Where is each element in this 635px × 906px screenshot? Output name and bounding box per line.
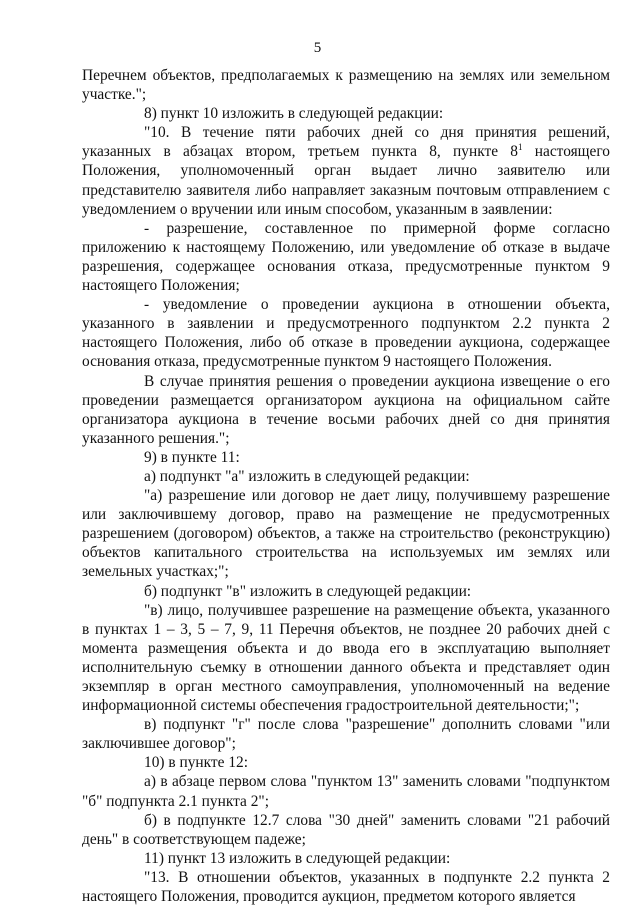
paragraph: В случае принятия решения о проведении аукциона извещение о его проведении размещается организатором аукциона на официальном сайте организатора аукциона в течение восьми рабочих дней со дня принятия указанного решения."; — [82, 372, 610, 447]
paragraph-text: "10. В течение пяти рабочих дней со дня принятия решений, указанных в абзацах втором, третьем пункта 8, пункте 8 — [82, 124, 610, 161]
paragraph-text: настоящего Положения, уполномоченный орган выдает лично заявителю или представителю заявителя либо направляет заказным почтовым отправлением с уведомлением о вручении или иным способом, указанным в заявлении: — [82, 143, 610, 218]
paragraph: 11) пункт 13 изложить в следующей редакции: — [144, 849, 451, 867]
paragraph: а) подпункт "а" изложить в следующей редакции: — [144, 467, 470, 485]
paragraph: "в) лицо, получившее разрешение на размещение объекта, указанного в пунктах 1 – 3, 5 – 7, 9, 11 Перечня объектов, не позднее 20 рабочих дней с момента размещения объекта и до ввода его в эксплуатацию выполняет исполнительную съемку в отношении данного объекта и представляет один экземпляр в орган местного самоуправления, уполномоченный на ведение информационной системы обеспечения градостроительной деятельности;"; — [82, 601, 610, 715]
paragraph: а) в абзаце первом слова "пунктом 13" заменить словами "подпунктом "б" подпункта 2.1 пункта 2"; — [82, 773, 610, 810]
paragraph: "13. В отношении объектов, указанных в подпункте 2.2 пункта 2 настоящего Положения, проводится аукцион, предметом которого является — [82, 868, 610, 906]
paragraph: 10) в пункте 12: — [144, 754, 248, 772]
paragraph: - разрешение, составленное по примерной форме согласно приложению к настоящему Положению, или уведомление об отказе в выдаче разрешения, содержащее основания отказа, предусмотренные пунктом 9 настоящего Положения; — [82, 219, 610, 295]
paragraph: 8) пункт 10 изложить в следующей редакции: — [144, 105, 444, 123]
paragraph — [82, 123, 610, 218]
paragraph: "а) разрешение или договор не дает лицу, получившему разрешение или заключившему договор, право на размещение не предусмотренных разрешением (договором) объектов, а также на строительство (реконструкцию) объектов капитального строительства на используемых им землях или земельных участках;"; — [82, 487, 610, 581]
paragraph: 9) в пункте 11: — [144, 448, 240, 466]
paragraph: Перечнем объектов, предполагаемых к размещению на землях или земельном участке."; — [82, 67, 610, 104]
superscript: 1 — [518, 142, 523, 153]
paragraph: б) в подпункте 12.7 слова "30 дней" заменить словами "21 рабочий день" в соответствующем падеже; — [82, 811, 610, 848]
paragraph: - уведомление о проведении аукциона в отношении объекта, указанного в заявлении и предусмотренного подпунктом 2.2 пункта 2 настоящего Положения, либо об отказе в проведении аукциона, содержащее основания отказа, предусмотренные пунктом 9 настоящего Положения. — [82, 296, 610, 371]
document-body — [82, 66, 610, 906]
page-number: 5 — [313, 40, 322, 56]
paragraph: в) подпункт "г" после слова "разрешение" дополнить словами "или заключившее договор"; — [82, 716, 610, 753]
paragraph: б) подпункт "в" изложить в следующей редакции: — [144, 582, 472, 600]
